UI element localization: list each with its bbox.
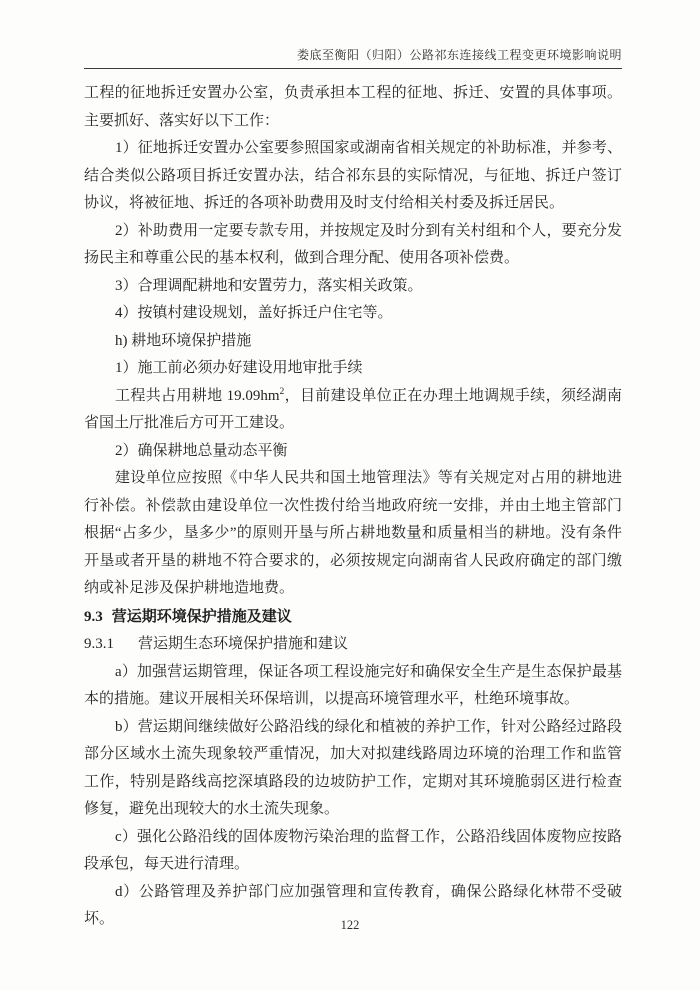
document-body [84, 80, 622, 934]
header-title: 娄底至衡阳（归阳）公路祁东连接线工程变更环境影响说明 [296, 48, 622, 62]
section-title: 营运期环境保护措施及建议 [111, 607, 292, 625]
para-item-h: h) 耕地环境保护措施 [115, 332, 252, 349]
para-item-4: 4）按镇村建设规划，盖好拆迁户住宅等。 [115, 305, 393, 321]
para-item-3: 3）合理调配耕地和安置劳力，落实相关政策。 [115, 277, 423, 294]
para-subitem-1: 1）施工前必须办好建设用地审批手续 [115, 360, 363, 376]
section-title: 营运期生态环境保护措施和建议 [138, 636, 349, 652]
para-item-1: 1）征地拆迁安置办公室要参照国家或湖南省相关规定的补助标准，并参考、结合类似公路项目拆迁安置办法，结合祁东县的实际情况，与征地、拆迁户签订协议，将被征地、拆迁的各项补助费用及时支付给相关村委及拆迁居民。 [84, 140, 622, 211]
para-subitem-2: 2）确保耕地总量动态平衡 [115, 442, 288, 459]
para-item-2: 2）补助费用一定要专款专用，并按规定及时分到有关村组和个人，要充分发扬民主和尊重公民的基本权利，做到合理分配、使用各项补偿费。 [84, 222, 622, 266]
section-number: 9.3 [84, 608, 103, 625]
section-heading-9-3 [84, 603, 622, 632]
page-footer [0, 918, 700, 933]
para-item-b: b）营运期间继续做好公路沿线的绿化和植被的养护工作，针对公路经过路段部分区域水土流失现象较严重情况，加大对拟建线路周边环境的治理工作和监管工作，特别是路线高挖深填路段的边坡防护工作，定期对其环境脆弱区进行检查修复，避免出现较大的水土流失现象。 [84, 718, 622, 817]
paragraph-text: 工程共占用耕地 19.09hm [115, 387, 280, 404]
superscript-2: 2 [279, 386, 285, 397]
para-item-c: c）强化公路沿线的固体废物污染治理的监督工作，公路沿线固体废物应按路段承包，每天进行清理。 [84, 828, 622, 872]
para-intro: 工程的征地拆迁安置办公室，负责承担本工程的征地、拆迁、安置的具体事项。主要抓好、落实好以下工作： [84, 85, 622, 129]
para-compensation: 建设单位应按照《中华人民共和国土地管理法》等有关规定对占用的耕地进行补偿。补偿款由建设单位一次性拨付给当地政府统一安排，并由土地主管部门根据“占多少，垦多少”的原则开垦与所占耕地数量和质量相当的耕地。没有条件开垦或者开垦的耕地不符合要求的，必须按规定向湖南省人民政府确定的部门缴纳或补足涉及保护耕地造地费。 [84, 470, 622, 596]
para-item-a: a）加强营运期管理，保证各项工程设施完好和确保安全生产是生态保护最基本的措施。建议开展相关环保培训，以提高环境管理水平，杜绝环境事故。 [84, 663, 622, 707]
page-number: 122 [340, 918, 360, 932]
para-item-d: d）公路管理及养护部门应加强管理和宣传教育，确保公路绿化林带不受破坏。 [84, 883, 622, 927]
page-header [84, 46, 622, 69]
para-farmland-area [84, 383, 622, 438]
section-number: 9.3.1 [84, 636, 114, 652]
section-heading-9-3-1 [84, 631, 622, 659]
paragraph-text: ，目前建设单位正在办理土地调规手续，须经湖南省国土厅批准后方可开工建设。 [84, 387, 622, 431]
